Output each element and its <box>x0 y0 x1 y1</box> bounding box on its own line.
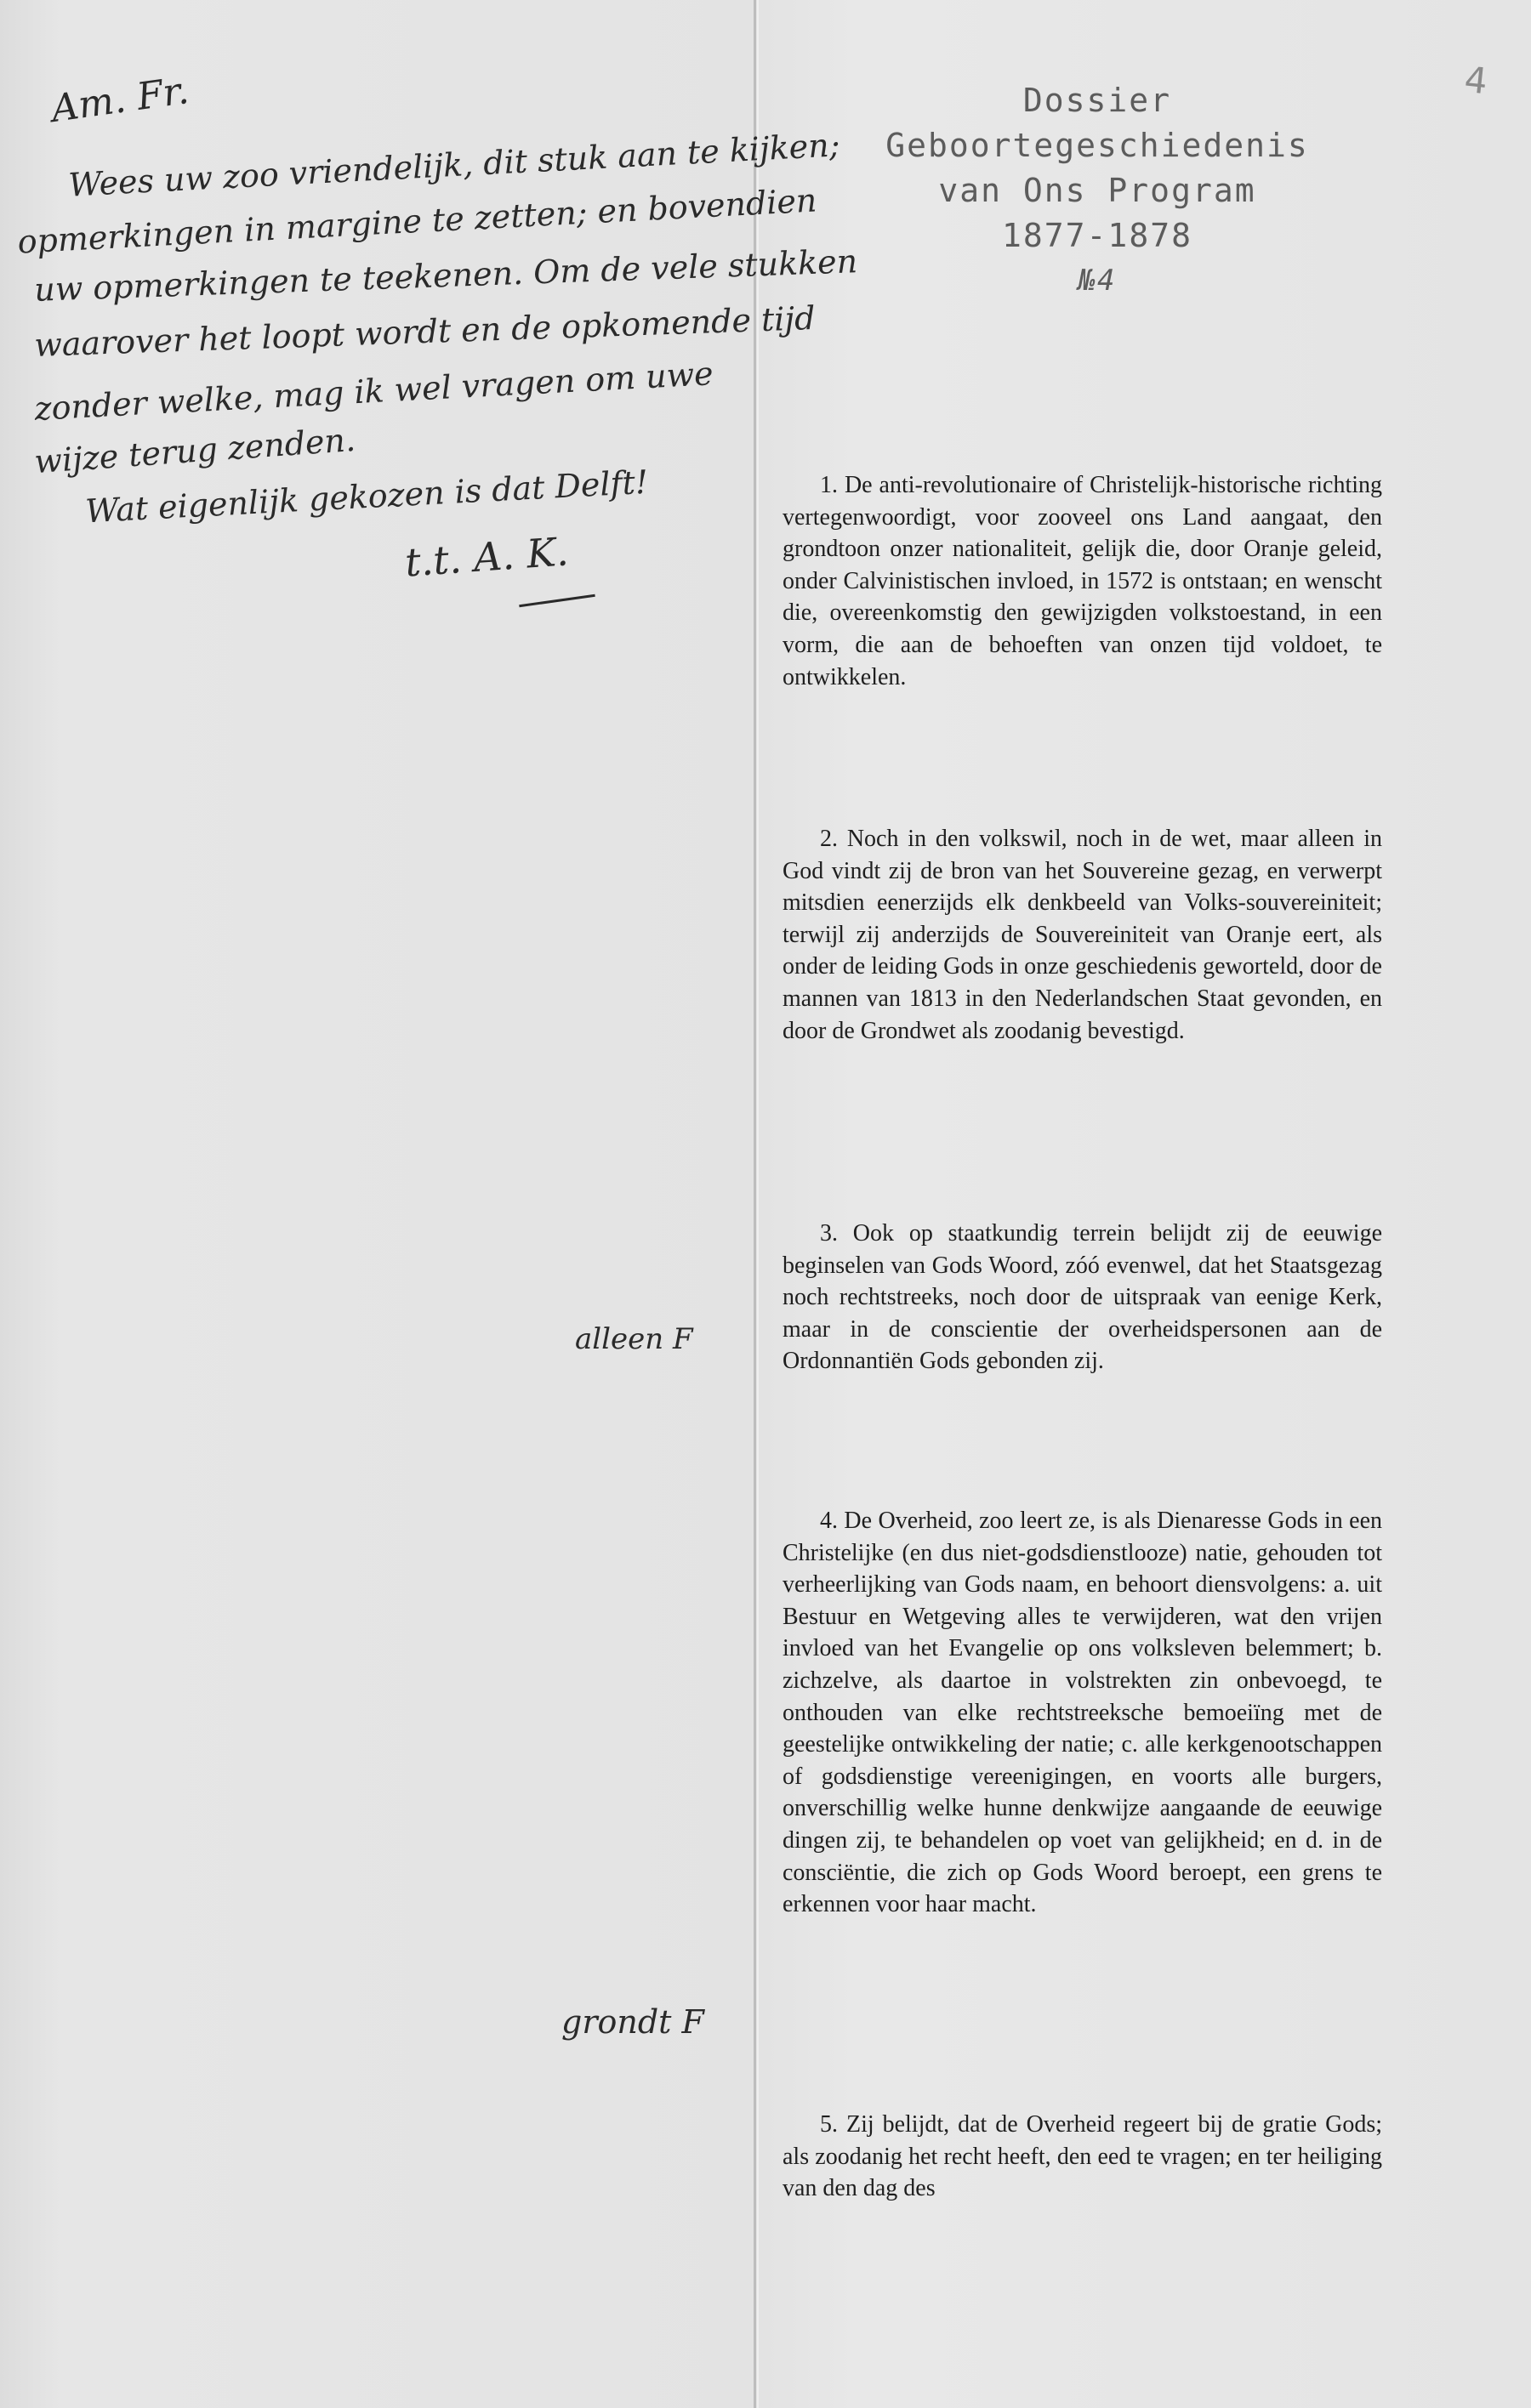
note-salutation: Am. Fr. <box>48 68 191 132</box>
page-fold-line <box>754 0 756 2408</box>
archive-stamp <box>859 78 1335 304</box>
article-3 <box>783 1218 1382 1377</box>
stamp-line-4: 1877-1878 <box>1002 217 1192 254</box>
stamp-number: №4 <box>1078 264 1117 298</box>
article-5 <box>783 2109 1382 2205</box>
note-line: uw opmerkingen te teekenen. Om de vele stukken <box>33 242 858 309</box>
note-line: opmerkingen in margine te zetten; en bovendien <box>16 181 818 261</box>
page-fold-highlight <box>757 0 759 2408</box>
note-line: zonder welke, mag ik wel vragen om uwe <box>33 355 714 428</box>
article-3-text: 3. Ook op staatkundig terrein belijdt zij de eeuwige beginselen van Gods Woord, zóó evenwel, dat het Staatsgezag noch rechtstreeks, noch door de uitspraak van eenige Kerk, maar in de conscientie der overheidspersonen aan de Ordonnantiën Gods gebonden zij. <box>783 1220 1382 1375</box>
article-4-text: 4. De Overheid, zoo leert ze, is als Dienaresse Gods in een Christelijke (en dus niet-godsdienstlooze) natie, gehouden tot verheerlijking van Gods naam, en behoort diensvolgens: a. uit Bestuur en Wetgeving alles te verwijderen, wat den vrijen invloed van het Evangelie op ons volksleven belemmert; b. zichzelve, als daartoe in volstrekten zin onbevoegd, te onthouden van elke rechtstreeksche bemoeiïng met de geestelijke ontwikkeling der natie; c. alle kerkgenootschappen of godsdienstige vereenigingen, en voorts alle burgers, onverschillig welke hunne denkwijze aangaande de eeuwige dingen zij, te behandelen op voet van gelijkheid; en d. in de consciëntie, die zich op Gods Woord beroept, een grens te erkennen voor haar macht. <box>783 1508 1382 1918</box>
margin-note-alleen: alleen F <box>575 1322 693 1356</box>
note-line: waarover het loopt wordt en de opkomende tijd <box>33 298 817 365</box>
note-line: wijze terug zenden. <box>32 420 357 481</box>
page-number: 4 <box>1462 58 1490 103</box>
margin-note-grondt: grondt F <box>561 2003 704 2041</box>
article-1 <box>783 469 1382 693</box>
signature-underline <box>519 594 595 607</box>
article-4 <box>783 1505 1382 1921</box>
signature: t.t. A. K. <box>403 528 570 586</box>
stamp-line-1: Dossier <box>1022 82 1172 119</box>
article-2-text: 2. Noch in den volkswil, noch in de wet, maar alleen in God vindt zij de bron van het Souvereine gezag, en verwerpt mitsdien eenerzijds elk denkbeeld van Volks-souvereiniteit; terwijl zij anderzijds de Souvereiniteit van Oranje eert, als onder de leiding Gods in onze geschiedenis geworteld, door de mannen van 1813 in den Nederlandschen Staat gevonden, en door de Grondwet als zoodanig bevestigd. <box>783 826 1382 1044</box>
note-line: Wees uw zoo vriendelijk, dit stuk aan te kijken; <box>67 126 841 204</box>
article-2 <box>783 823 1382 1047</box>
stamp-line-3: van Ons Program <box>938 172 1256 209</box>
note-line: Wat eigenlijk gekozen is dat Delft! <box>84 463 650 531</box>
article-1-text: 1. De anti-revolutionaire of Christelijk-historische richting vertegenwoordigt, voor zooveel ons Land aangaat, den grondtoon onzer nationaliteit, gelijk die, door Oranje geleid, onder Calvinistischen invloed, in 1572 is ontstaan; en wenscht die, overeenkomstig den gewijzigden volkstoestand, in een vorm, die aan de behoeften van onzen tijd voldoet, te ontwikkelen. <box>783 472 1382 690</box>
stamp-line-2: Geboortegeschiedenis <box>885 127 1309 164</box>
article-5-text: 5. Zij belijdt, dat de Overheid regeert bij de gratie Gods; als zoodanig het recht heeft, den eed te vragen; en ter heiliging van den dag des <box>783 2111 1382 2202</box>
